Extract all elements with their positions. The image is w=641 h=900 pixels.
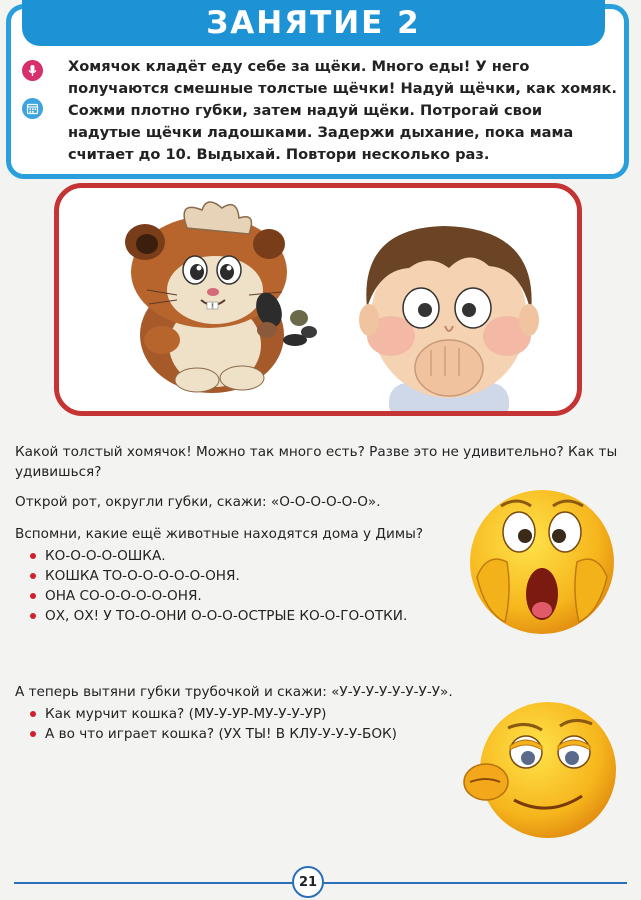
lesson-title-bar	[22, 0, 605, 46]
illustration-box	[54, 183, 582, 416]
list-u-sounds	[30, 704, 397, 744]
paragraph-animals-question: Вспомни, какие ещё животные находятся дома у Димы?	[15, 526, 424, 542]
list-item: КО-О-О-О-ОШКА.	[30, 546, 407, 566]
paragraph-hamster-question: Какой толстый хомячок! Можно так много есть? Разве это не удивительно? Как ты удивишься?	[15, 444, 618, 480]
list-item: Как мурчит кошка? (МУ-У-УР-МУ-У-У-УР)	[30, 704, 397, 724]
lesson-title: ЗАНЯТИЕ 2	[206, 5, 421, 41]
list-item: А во что играет кошка? (УХ ТЫ! В КЛУ-У-У-У-БОК)	[30, 724, 397, 744]
hamster-illustration	[117, 200, 349, 400]
paragraph-lips-tube: А теперь вытяни губки трубочкой и скажи: «У-У-У-У-У-У-У-У».	[15, 684, 453, 700]
calendar-icon	[22, 98, 43, 119]
boy-illustration	[349, 208, 549, 416]
microphone-icon	[22, 60, 43, 81]
list-item: ОХ, ОХ! У ТО-О-ОНИ О-О-О-ОСТРЫЕ КО-О-ГО-ОТКИ.	[30, 606, 407, 626]
list-item: КОШКА ТО-О-О-О-О-О-ОНЯ.	[30, 566, 407, 586]
pouting-emoji	[456, 690, 621, 850]
surprised-emoji	[467, 482, 617, 642]
list-o-sounds	[30, 546, 407, 626]
paragraph-open-mouth: Открой рот, округли губки, скажи: «О-О-О-О-О-О».	[15, 494, 381, 510]
list-item: ОНА СО-О-О-О-О-ОНЯ.	[30, 586, 407, 606]
page-number: 21	[292, 866, 324, 898]
lesson-intro-text: Хомячок кладёт еду себе за щёки. Много еды! У него получаются смешные толстые щёчки! Надуй щёчки, как хомяк. Сожми плотно губки, затем надуй щёки. Потрогай свои надутые щёчки ладошками. Задержи дыхание, пока мама считает до 10. Выдыхай. Повтори несколько раз.	[68, 58, 617, 163]
